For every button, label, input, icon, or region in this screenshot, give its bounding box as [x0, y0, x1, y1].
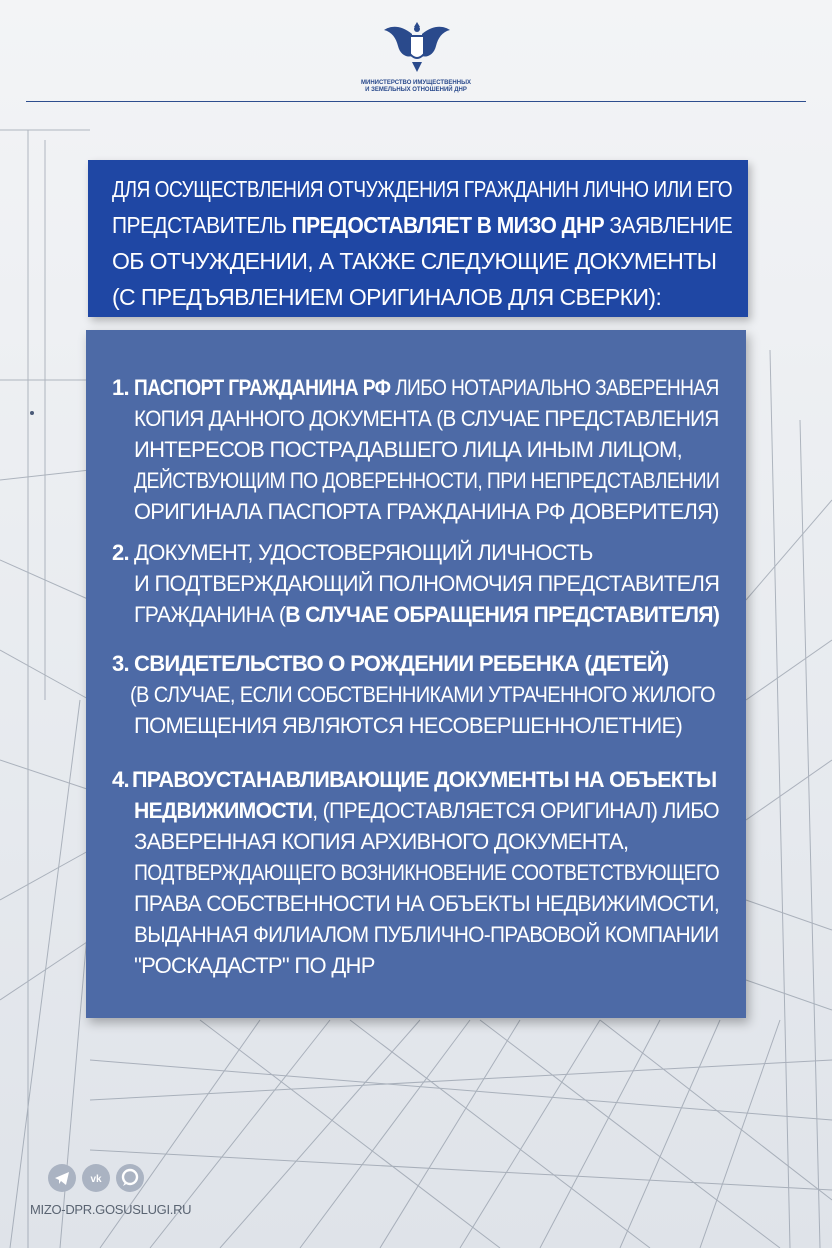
- telegram-icon[interactable]: [48, 1164, 76, 1192]
- svg-text:vk: vk: [90, 1174, 102, 1185]
- org-name-line2: И ЗЕМЕЛЬНЫХ ОТНОШЕНИЙ ДНР: [365, 87, 467, 93]
- website-link[interactable]: MIZO-DPR.GOSUSLUGI.RU: [30, 1202, 192, 1217]
- item-line: [134, 372, 719, 403]
- org-name-line1: МИНИСТЕРСТВО ИМУЩЕСТВЕННЫХ: [361, 80, 471, 86]
- intro-line2: [112, 207, 733, 243]
- item-line: ВЫДАННАЯ ФИЛИАЛОМ ПУБЛИЧНО-ПРАВОВОЙ КОМПАНИИ: [134, 922, 719, 947]
- item-number: 3.: [112, 651, 129, 676]
- eagle-emblem-icon: [382, 16, 452, 78]
- item-bold: ПРАВОУСТАНАВЛИВАЮЩИЕ ДОКУМЕНТЫ НА ОБЪЕКТЫ: [132, 767, 717, 792]
- item-line: ПОМЕЩЕНИЯ ЯВЛЯЮТСЯ НЕСОВЕРШЕННОЛЕТНИЕ): [134, 713, 683, 738]
- intro-line2-bold: ПРЕДОСТАВЛЯЕТ В МИЗО ДНР: [291, 212, 605, 238]
- item-line: ОРИГИНАЛА ПАСПОРТА ГРАЖДАНИНА РФ ДОВЕРИТЕЛЯ): [134, 499, 719, 524]
- item-number: 2.: [112, 540, 129, 565]
- org-name: [340, 80, 492, 94]
- item-line: ДЕЙСТВУЮЩИМ ПО ДОВЕРЕННОСТИ, ПРИ НЕПРЕДСТАВЛЕНИИ: [134, 468, 720, 493]
- item-text: ЛИБО НОТАРИАЛЬНО ЗАВЕРЕННАЯ: [390, 375, 719, 400]
- item-line: [134, 795, 774, 826]
- item-bold: ПАСПОРТ ГРАЖДАНИНА РФ: [134, 375, 391, 400]
- item-line: (В СЛУЧАЕ, ЕСЛИ СОБСТВЕННИКАМИ УТРАЧЕННОГО ЖИЛОГО: [130, 682, 715, 707]
- intro-line1: ДЛЯ ОСУЩЕСТВЛЕНИЯ ОТЧУЖДЕНИЯ ГРАЖДАНИН ЛИЧНО ИЛИ ЕГО: [112, 176, 733, 202]
- item-bold: СВИДЕТЕЛЬСТВО О РОЖДЕНИИ РЕБЕНКА (ДЕТЕЙ): [134, 651, 669, 676]
- item-line: [134, 599, 719, 630]
- item-line: ПОДТВЕРЖДАЮЩЕГО ВОЗНИКНОВЕНИЕ СООТВЕТСТВУЮЩЕГО: [134, 860, 720, 885]
- footer: [30, 1164, 208, 1224]
- item-line: ДОКУМЕНТ, УДОСТОВЕРЯЮЩИЙ ЛИЧНОСТЬ: [134, 540, 593, 565]
- item-line: ИНТЕРЕСОВ ПОСТРАДАВШЕГО ЛИЦА ИНЫМ ЛИЦОМ,: [134, 437, 683, 462]
- intro-box: [88, 160, 748, 317]
- item-bold: НЕДВИЖИМОСТИ: [134, 798, 313, 823]
- item-line: ПРАВА СОБСТВЕННОСТИ НА ОБЪЕКТЫ НЕДВИЖИМОСТИ,: [134, 891, 720, 916]
- item-number: 4.: [112, 767, 129, 792]
- intro-line2-tail: ЗАЯВЛЕНИЕ: [604, 212, 733, 238]
- vk-icon[interactable]: [82, 1164, 110, 1192]
- documents-panel: [86, 330, 746, 1018]
- intro-line4: (С ПРЕДЪЯВЛЕНИЕМ ОРИГИНАЛОВ ДЛЯ СВЕРКИ):: [112, 284, 662, 310]
- item-line: КОПИЯ ДАННОГО ДОКУМЕНТА (В СЛУЧАЕ ПРЕДСТАВЛЕНИЯ: [134, 406, 719, 431]
- item-line: [134, 648, 771, 679]
- header: [0, 0, 832, 110]
- header-divider: [26, 101, 806, 102]
- item-text: ГРАЖДАНИНА (: [134, 602, 286, 627]
- item-line: ЗАВЕРЕННАЯ КОПИЯ АРХИВНОГО ДОКУМЕНТА,: [134, 829, 629, 854]
- item-line: И ПОДТВЕРЖДАЮЩИЙ ПОЛНОМОЧИЯ ПРЕДСТАВИТЕЛЯ: [134, 571, 720, 596]
- item-line: [132, 764, 783, 795]
- item-text: , (ПРЕДОСТАВЛЯЕТСЯ ОРИГИНАЛ) ЛИБО: [312, 798, 719, 823]
- intro-line3: ОБ ОТЧУЖДЕНИИ, А ТАКЖЕ СЛЕДУЮЩИЕ ДОКУМЕНТЫ: [112, 248, 717, 274]
- item-line: "РОСКАДАСТР" ПО ДНР: [134, 953, 375, 978]
- item-number: 1.: [112, 375, 129, 400]
- chat-icon[interactable]: [116, 1164, 144, 1192]
- intro-line2-text: ПРЕДСТАВИТЕЛЬ: [112, 212, 292, 238]
- item-bold: В СЛУЧАЕ ОБРАЩЕНИЯ ПРЕДСТАВИТЕЛЯ): [285, 602, 720, 627]
